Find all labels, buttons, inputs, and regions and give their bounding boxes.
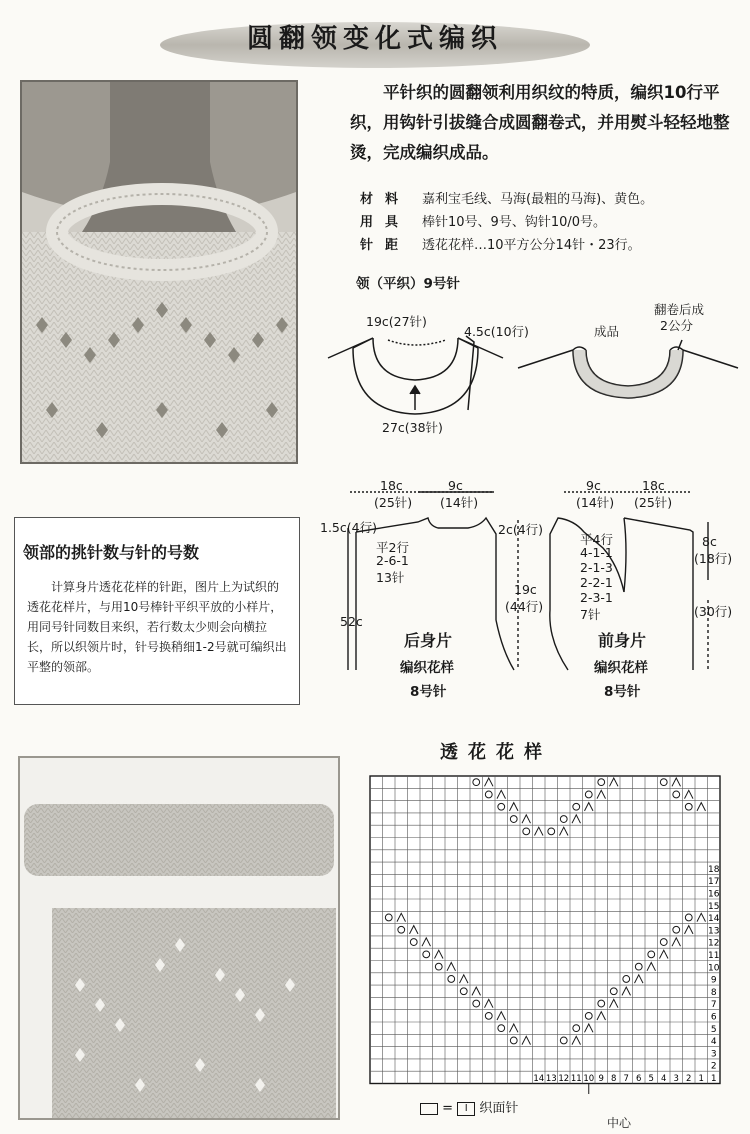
front-name: 前身片 xyxy=(598,631,647,650)
front-neck-st: (14针) xyxy=(576,495,615,510)
spec-tools: 用具 棒针10号、9号、钩针10/0号。 xyxy=(360,215,607,230)
tip-body: 计算身片透花花样的针距，图片上为试织的透花花样片，与用10号棒针平织平放的小样片，用同号针同数目来织，若行数太少则会向横拉长，所以织领片时，针号换稍细1-2号就可编织出平整的领部。 xyxy=(27,580,287,674)
back-needle: 8号针 xyxy=(410,684,447,700)
rolled-value: 2公分 xyxy=(660,318,693,333)
front-depth-rows: (18行) xyxy=(694,551,733,566)
front-step-2: 4-1-1 xyxy=(580,545,613,560)
front-step-6: 7针 xyxy=(580,607,601,622)
row-number: 4 xyxy=(710,1037,717,1048)
row-number: 2 xyxy=(710,1061,717,1072)
legend-empty-cell xyxy=(420,1103,438,1115)
col-number: 1 xyxy=(698,1074,704,1084)
front-needle: 8号针 xyxy=(604,684,641,700)
back-neck-depth: 2c(4行) xyxy=(498,522,544,537)
spec-gauge: 针距 透花花样…10平方公分14针・23行。 xyxy=(360,238,641,253)
front-top-st: (25针) xyxy=(634,495,673,510)
col-number: 7 xyxy=(623,1074,629,1084)
row-number: 7 xyxy=(710,1000,717,1011)
col-number: 10 xyxy=(583,1074,595,1084)
swatch-photo-illustration xyxy=(20,758,338,1118)
front-side-rows: (30行) xyxy=(694,604,733,619)
row-number: 13 xyxy=(708,926,720,937)
swatch-photo xyxy=(18,756,340,1120)
finished-label: 成品 xyxy=(594,324,620,339)
front-neck-cm: 9c xyxy=(586,478,601,493)
collar-heading: 领（平织）9号针 xyxy=(356,276,460,292)
legend-equals: = xyxy=(442,1101,454,1116)
front-depth-cm: 8c xyxy=(702,534,717,549)
row-number: 18 xyxy=(708,864,720,875)
collar-photo-illustration xyxy=(22,82,296,462)
front-step-1: 平4行 xyxy=(580,532,613,547)
page-title: 圆翻领变化式编织 xyxy=(246,24,503,54)
tip-box xyxy=(14,517,300,705)
back-neck-st: (14针) xyxy=(440,495,479,510)
col-number: 5 xyxy=(648,1074,654,1084)
collar-height-label: 4.5c(10行) xyxy=(464,324,529,339)
col-number: 12 xyxy=(558,1074,570,1084)
row-number: 8 xyxy=(710,987,717,998)
row-number: 1 xyxy=(710,1074,717,1084)
front-step-5: 2-3-1 xyxy=(580,590,613,605)
back-pattern: 编织花样 xyxy=(400,660,454,676)
back-side-rows: (44行) xyxy=(505,599,544,614)
chart-legend xyxy=(420,1097,518,1116)
back-step-1: 平2行 xyxy=(376,540,409,555)
col-number: 8 xyxy=(611,1074,617,1084)
row-number: 16 xyxy=(708,889,720,900)
row-number: 15 xyxy=(708,901,720,912)
collar-photo xyxy=(20,80,298,464)
row-number: 5 xyxy=(710,1024,717,1035)
row-number: 6 xyxy=(710,1012,717,1023)
back-neck-cm: 9c xyxy=(448,478,463,493)
col-number: 9 xyxy=(598,1074,604,1084)
col-number: 13 xyxy=(545,1074,557,1084)
chart-title: 透花花样 xyxy=(440,742,552,763)
front-step-3: 2-1-3 xyxy=(580,560,613,575)
collar-pickup-label: 27c(38针) xyxy=(382,420,443,435)
legend-purl-cell: I xyxy=(457,1102,475,1116)
col-number: 14 xyxy=(533,1074,545,1084)
front-step-4: 2-2-1 xyxy=(580,575,613,590)
back-shoulder-label: 1.5c(4行) xyxy=(320,520,377,535)
tip-heading: 领部的挑针数与针的号数 xyxy=(23,543,200,562)
back-step-3: 13针 xyxy=(376,570,405,585)
back-length: 52c xyxy=(340,614,363,629)
back-top-cm: 18c xyxy=(380,478,403,493)
col-number: 6 xyxy=(636,1074,642,1084)
col-number: 11 xyxy=(570,1074,582,1084)
row-number: 12 xyxy=(708,938,720,949)
row-number: 14 xyxy=(708,914,720,925)
spec-materials: 材料 嘉利宝毛线、马海(最粗的马海)、黄色。 xyxy=(360,192,654,207)
collar-width-label: 19c(27针) xyxy=(366,314,427,329)
back-top-st: (25针) xyxy=(374,495,413,510)
intro-text: 平针织的圆翻领利用织纹的特质，编织10行平织，用钩针引拔缝合成圆翻卷式，并用熨斗轻轻地整烫，完成编织成品。 xyxy=(350,83,730,162)
row-number: 9 xyxy=(710,975,717,986)
front-pattern: 编织花样 xyxy=(594,660,648,676)
col-number: 4 xyxy=(661,1074,667,1084)
row-number: 11 xyxy=(708,951,720,961)
chart-center-label: 中心 xyxy=(607,1116,632,1130)
lace-chart xyxy=(368,774,740,1094)
row-number: 17 xyxy=(708,877,720,888)
row-number: 10 xyxy=(708,963,720,974)
row-number: 3 xyxy=(710,1049,717,1060)
col-number: 2 xyxy=(686,1074,692,1084)
back-step-2: 2-6-1 xyxy=(376,553,409,568)
col-number: 3 xyxy=(673,1074,679,1084)
legend-text: 织面针 xyxy=(479,1101,519,1116)
back-side-cm: 19c xyxy=(514,582,537,597)
rolled-label: 翻卷后成 xyxy=(654,302,705,317)
back-name: 后身片 xyxy=(404,631,453,650)
front-top-cm: 18c xyxy=(642,478,665,493)
